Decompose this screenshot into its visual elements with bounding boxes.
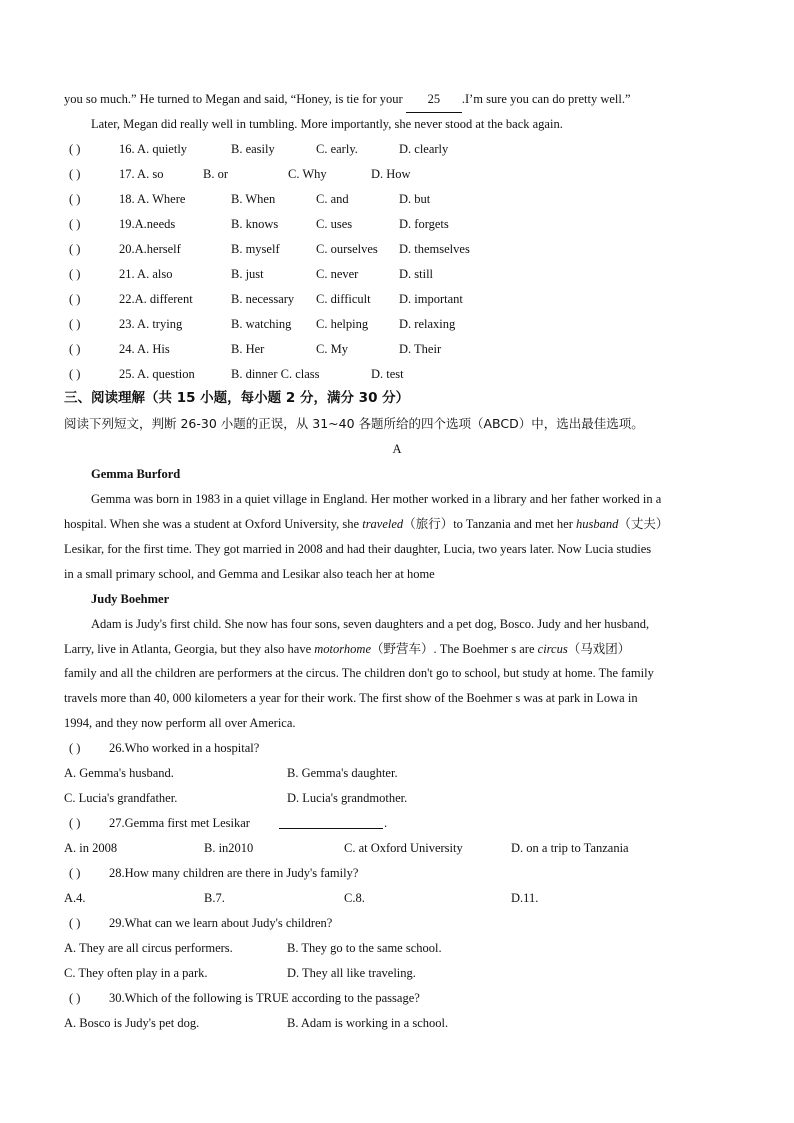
cloze-question-21: ( ) 21. A. also B. just C. never D. still <box>69 267 434 281</box>
answer-option: A.4. <box>64 891 86 905</box>
passage-title: Judy Boehmer <box>91 592 170 606</box>
cloze-question-22: ( ) 22.A. different B. necessary C. difficult D. important <box>69 292 463 306</box>
passage-line: Gemma was born in 1983 in a quiet village in England. Her mother worked in a library and her father worked in a <box>91 492 662 506</box>
passage-text: .I’m sure you can do pretty well.” <box>461 92 631 106</box>
answer-option: A. Bosco is Judy's pet dog. <box>64 1016 200 1030</box>
answer-option: D. on a trip to Tanzania <box>511 841 629 855</box>
answer-option: C. at Oxford University <box>344 841 463 855</box>
passage-line: hospital. When she was a student at Oxford University, she traveled（旅行）to Tanzania and met her husband（丈夫） <box>64 517 669 531</box>
cloze-question-23: ( ) 23. A. trying B. watching C. helping D. relaxing <box>69 317 456 331</box>
cloze-question-20: ( ) 20.A.herself B. myself C. ourselves D. themselves <box>69 242 470 256</box>
blank-25: 25 <box>406 87 462 113</box>
passage-label: A <box>392 442 402 456</box>
section-instructions: 阅读下列短文，判断 26-30 小题的正误，从 31~40 各题所给的四个选项（ABCD）中，选出最佳选项。 <box>64 416 644 431</box>
passage-line: Later, Megan did really well in tumbling. More importantly, she never stood at the back again. <box>91 117 563 131</box>
passage-line: in a small primary school, and Gemma and Lesikar also teach her at home <box>64 567 435 581</box>
answer-option: C. They often play in a park. <box>64 966 208 980</box>
passage-line: travels more than 40, 000 kilometers a year for their work. The first show of the Boehmer s was at park in Lowa in <box>64 691 638 705</box>
answer-option: A. in 2008 <box>64 841 118 855</box>
answer-option: D. Lucia's grandmother. <box>287 791 408 805</box>
answer-option: B.7. <box>204 891 225 905</box>
answer-option: D. They all like traveling. <box>287 966 416 980</box>
cloze-question-17: ( ) 17. A. so B. or C. Why D. How <box>69 167 411 181</box>
reading-question-29: ( ) 29.What can we learn about Judy's children? <box>69 916 333 930</box>
reading-question-26: ( ) 26.Who worked in a hospital? <box>69 741 260 755</box>
answer-option: B. Adam is working in a school. <box>287 1016 449 1030</box>
passage-line: Lesikar, for the first time. They got married in 2008 and had their daughter, Lucia, two years later. Now Lucia studies <box>64 542 652 556</box>
answer-option: B. They go to the same school. <box>287 941 442 955</box>
passage-line: 1994, and they now perform all over America. <box>64 716 296 730</box>
passage-line: Larry, live in Atlanta, Georgia, but they also have motorhome（野营车）. The Boehmer s are circus（马戏团） <box>64 642 631 656</box>
answer-option: C. Lucia's grandfather. <box>64 791 178 805</box>
cloze-question-19: ( ) 19.A.needs B. knows C. uses D. forgets <box>69 217 449 231</box>
answer-option: C.8. <box>344 891 365 905</box>
reading-question-28: ( ) 28.How many children are there in Judy's family? <box>69 866 359 880</box>
passage-line: family and all the children are performers at the circus. The children don't go to school, but study at home. The family <box>64 666 654 680</box>
section-heading: 三、阅读理解（共 15 小题，每小题 2 分，满分 30 分） <box>64 390 410 406</box>
reading-question-27: ( ) 27.Gemma first met Lesikar . <box>64 811 730 836</box>
passage-title: Gemma Burford <box>91 467 181 481</box>
passage-line <box>64 87 730 112</box>
answer-option: B. in2010 <box>204 841 254 855</box>
answer-option: A. They are all circus performers. <box>64 941 233 955</box>
cloze-question-25: ( ) 25. A. question B. dinner C. class D. test <box>69 367 404 381</box>
reading-question-30: ( ) 30.Which of the following is TRUE according to the passage? <box>69 991 420 1005</box>
cloze-question-16: ( ) 16. A. quietly B. easily C. early. D. clearly <box>69 142 449 156</box>
answer-blank <box>279 811 383 829</box>
passage-line: Adam is Judy's first child. She now has four sons, seven daughters and a pet dog, Bosco. Judy and her husband, <box>91 617 650 631</box>
answer-option: B. Gemma's daughter. <box>287 766 398 780</box>
cloze-question-24: ( ) 24. A. His B. Her C. My D. Their <box>69 342 442 356</box>
answer-option: A. Gemma's husband. <box>64 766 174 780</box>
passage-text: you so much.” He turned to Megan and said, “Honey, is tie for your <box>64 92 403 106</box>
cloze-question-18: ( ) 18. A. Where B. When C. and D. but <box>69 192 431 206</box>
answer-option: D.11. <box>511 891 539 905</box>
